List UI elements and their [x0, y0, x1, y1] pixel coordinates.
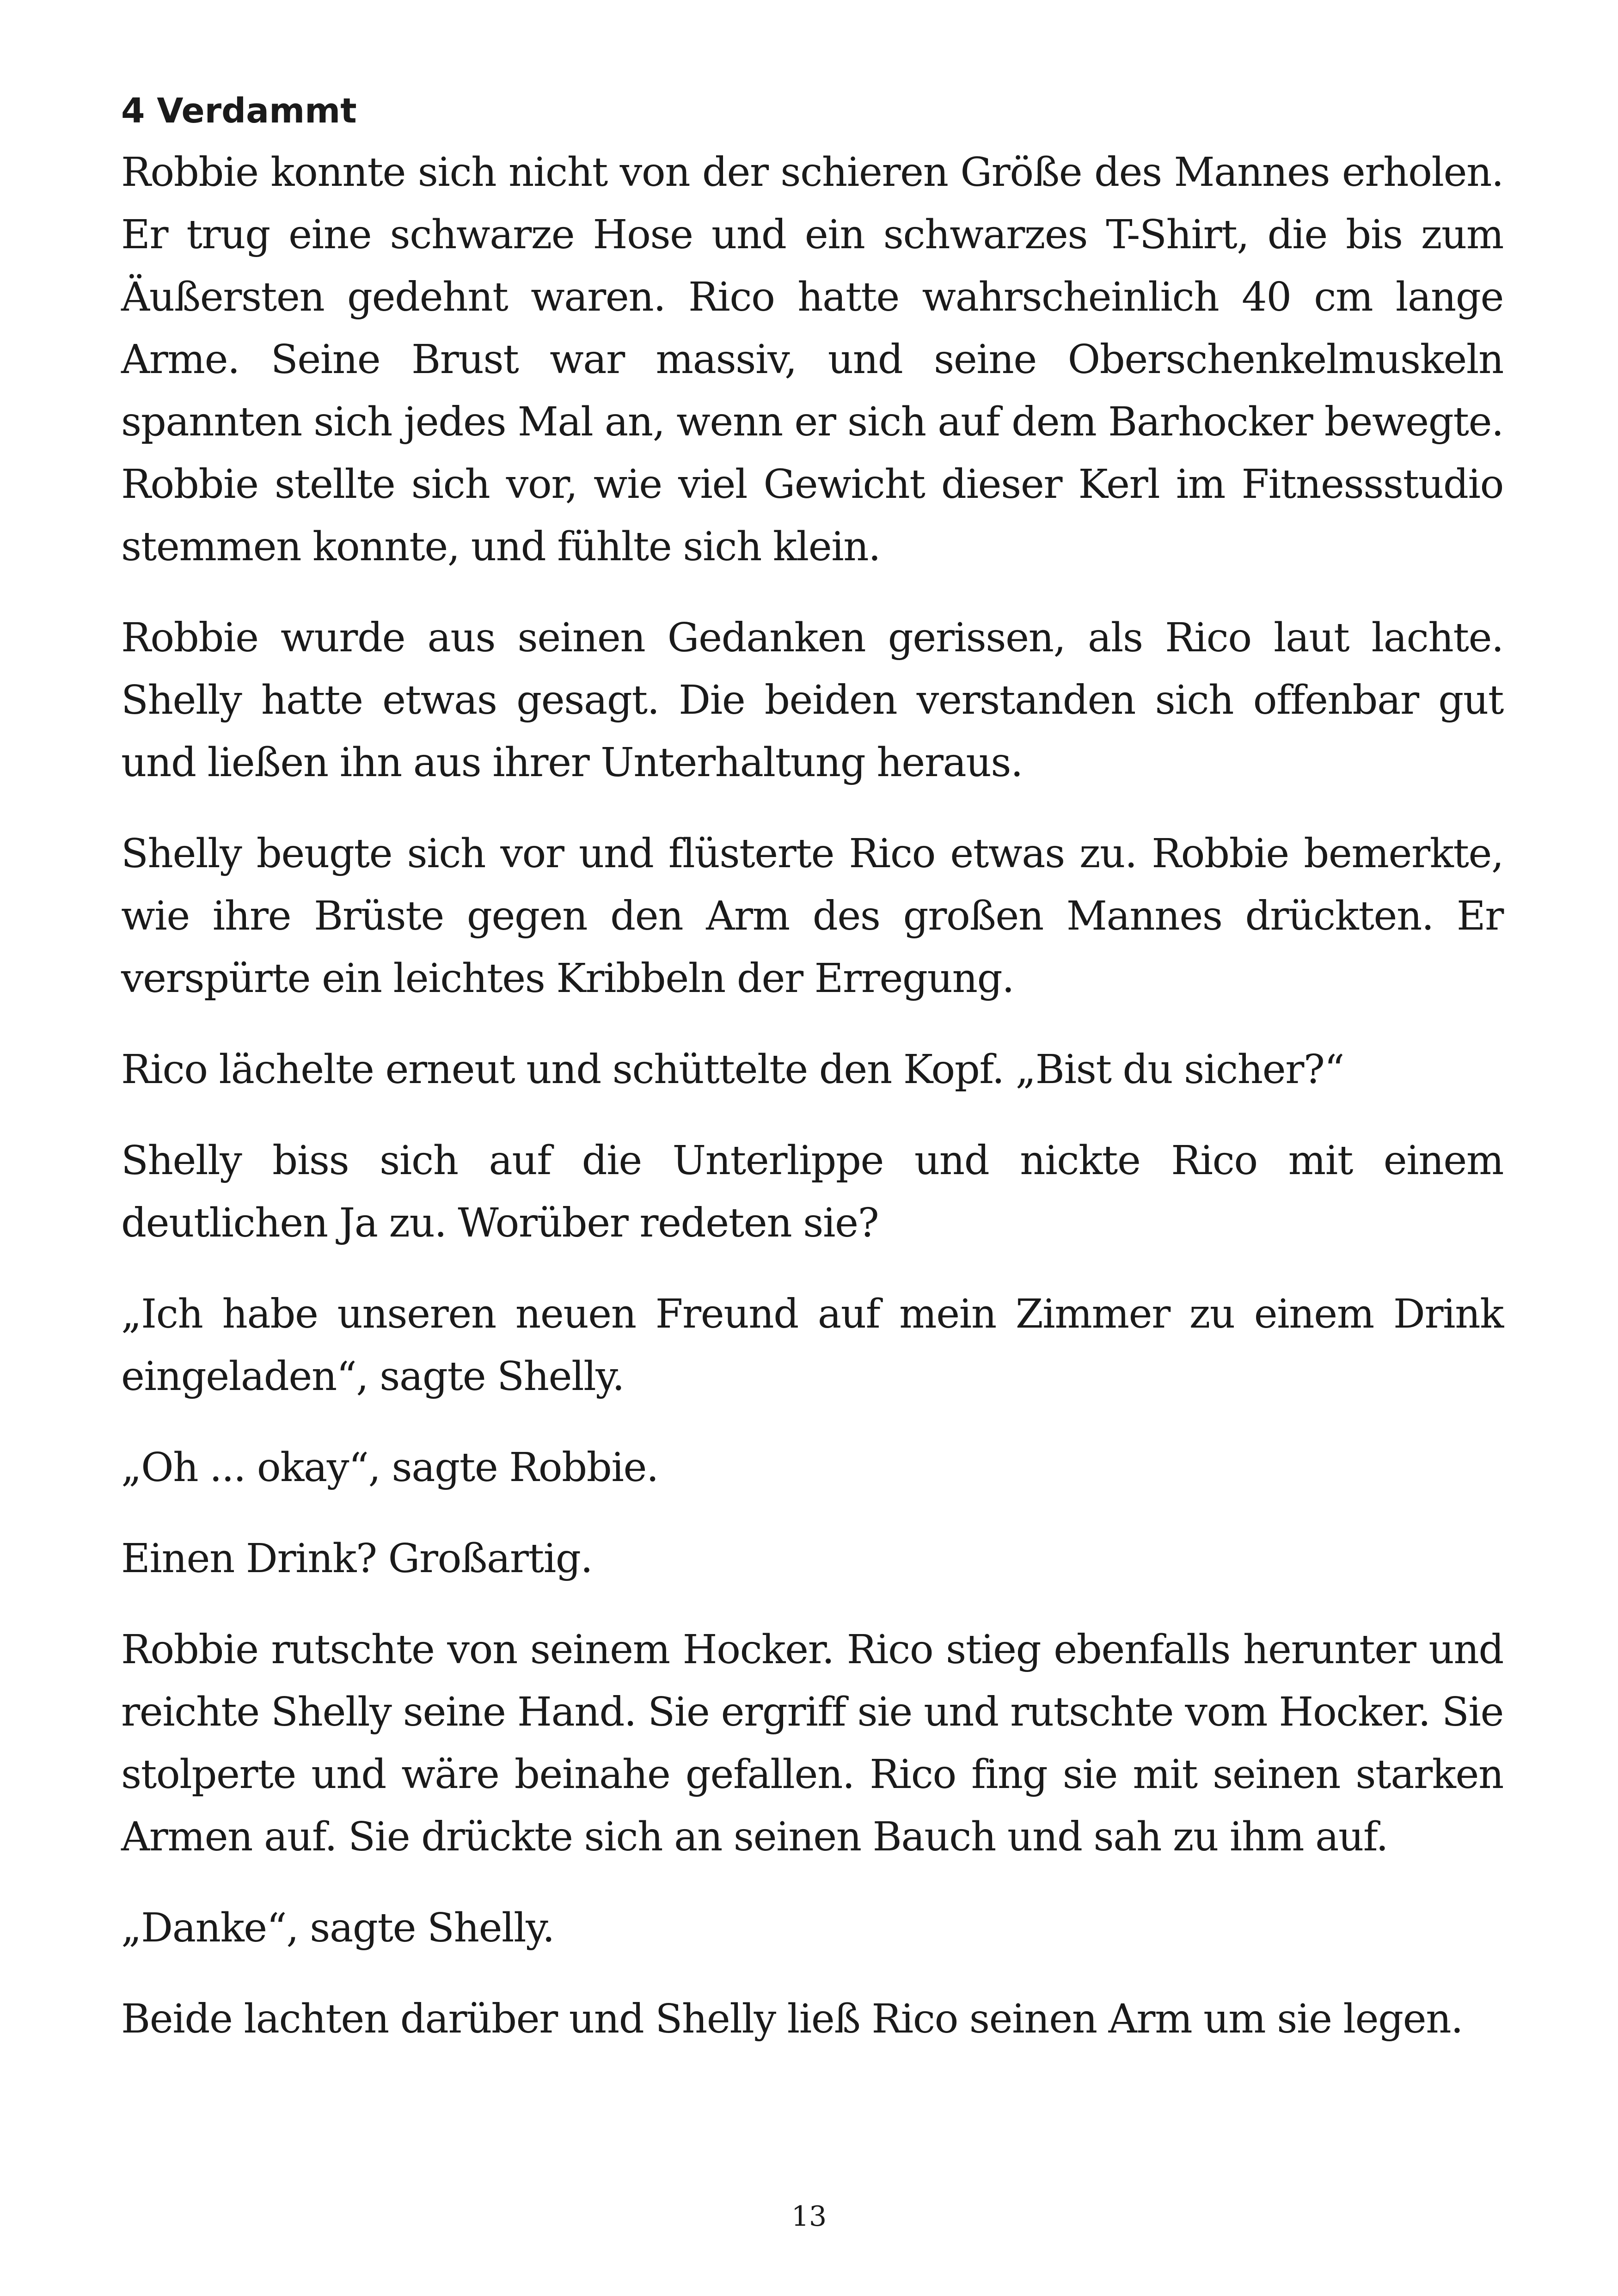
paragraph-8: Einen Drink? Großartig. — [121, 1536, 593, 1582]
paragraph-10: „Danke“, sagte Shelly. — [121, 1905, 554, 1951]
paragraph-1: Robbie konnte sich nicht von der schieren Größe des Mannes erholen. Er trug eine schwarze Hose und ein schwarzes T-Shirt, die bis zum Äußersten gedehnt waren. Rico hatte wahrscheinlich 40 cm lange Arme. Seine Brust war massiv, und seine Oberschenkelmuskeln spannten sich jedes Mal an, wenn er sich auf dem Barhocker bewegte. Robbie stellte sich vor, wie viel Gewicht dieser Kerl im Fitnessstudio stemmen konnte, und fühlte sich klein. — [121, 149, 1503, 570]
chapter-heading: 4 Verdammt — [121, 91, 357, 131]
paragraph-11: Beide lachten darüber und Shelly ließ Rico seinen Arm um sie legen. — [121, 1996, 1463, 2042]
paragraph-2: Robbie wurde aus seinen Gedanken gerissen, als Rico laut lachte. Shelly hatte etwas gesagt. Die beiden verstanden sich offenbar gut und ließen ihn aus ihrer Unterhaltung heraus. — [121, 615, 1503, 786]
page-number: 13 — [791, 2200, 827, 2233]
paragraph-4: Rico lächelte erneut und schüttelte den Kopf. „Bist du sicher?“ — [121, 1047, 1344, 1093]
paragraph-5: Shelly biss sich auf die Unterlippe und nickte Rico mit einem deutlichen Ja zu. Worüber redeten sie? — [121, 1138, 1503, 1246]
paragraph-7: „Oh ... okay“, sagte Robbie. — [121, 1445, 658, 1491]
paragraph-3: Shelly beugte sich vor und flüsterte Rico etwas zu. Robbie bemerkte, wie ihre Brüste gegen den Arm des großen Mannes drückten. Er verspürte ein leichtes Kribbeln der Erregung. — [121, 831, 1503, 1002]
paragraph-6: „Ich habe unseren neuen Freund auf mein Zimmer zu einem Drink eingeladen“, sagte Shelly. — [121, 1291, 1503, 1400]
paragraph-9: Robbie rutschte von seinem Hocker. Rico stieg ebenfalls herunter und reichte Shelly seine Hand. Sie ergriff sie und rutschte vom Hocker. Sie stolperte und wäre beinahe gefallen. Rico fing sie mit seinen starken Armen auf. Sie drückte sich an seinen Bauch und sah zu ihm auf. — [121, 1627, 1503, 1860]
page-body — [121, 83, 1503, 2079]
